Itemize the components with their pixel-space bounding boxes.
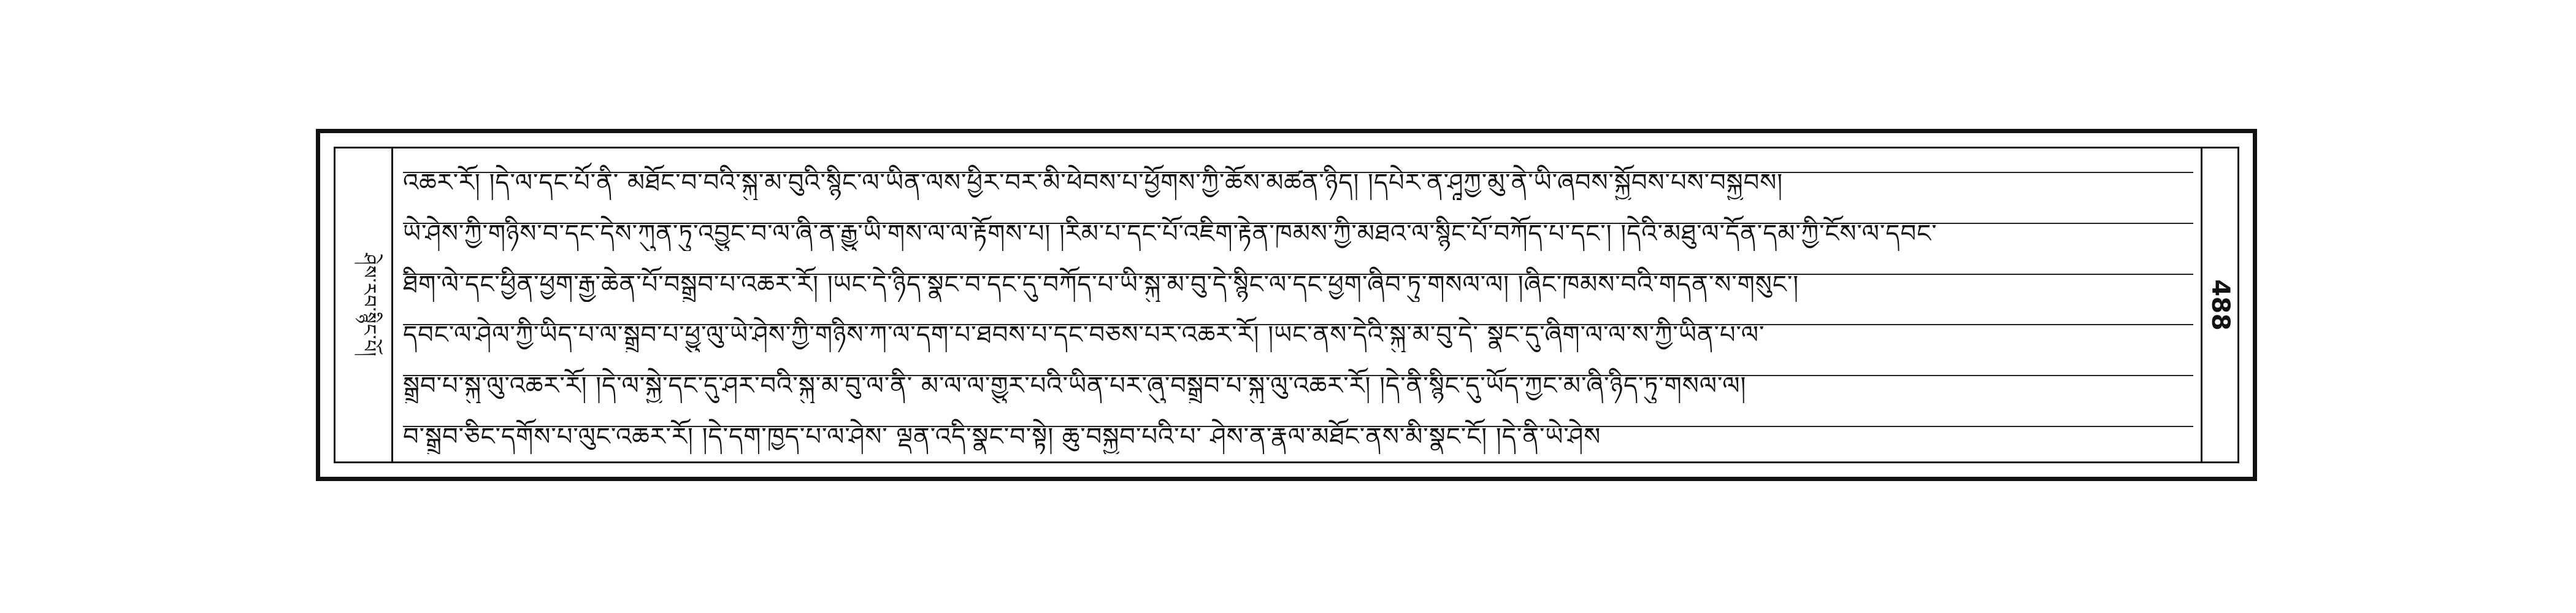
line-text: སྒྲུབ་པ་སྐུ་ལུ་འཆར་རོ། །དེ་ལ་སྐྱེ་དང་དུ་ཤར་བའི་སྐུ་མ་བུ་ལ་ནི་ མ་ལ་ལ་གྱུར་པའི་ཡིན་པར་ཞུ་བསྒྲུབ་པ་སྐུ་ལུ་འཆར་རོ། །དེ་ནི་སྙིང་དུ་ཡོད་ཀྱང་མ་ཞི་ཉིད་ཏུ་གསལ་ལ། <box>403 372 1747 401</box>
line-text: ཡེ་ཤེས་ཀྱི་གཉིས་བ་དང་དེས་ཀུན་ཏུ་འབྱུང་བ་ལ་ཞི་ན་རྒྱུ་ཡི་གས་ལ་ལ་རྟོགས་པ། །རིམ་པ་དང་པོ་འཇིག་རྟེན་ཁམས་ཀྱི་མཐའ་ལ་སྙིང་པོ་བཀོད་པ་དང་། །དེའི་མཐུ་ལ་དོན་དམ་ཀྱི་ངོས་ལ་དབང་ <box>403 219 1938 248</box>
text-line-1 <box>403 160 2193 200</box>
text-line-2 <box>403 210 2193 251</box>
text-line-4 <box>403 312 2193 352</box>
folio-page <box>316 129 2257 481</box>
text-line-5 <box>403 363 2193 403</box>
line-text: བ་སྒྲུབ་ཅིང་དགོས་པ་ལུང་འཆར་རོ། །དེ་དག་ཁྱད་པ་ལ་ཤེས་ ལྡན་འདི་སྣང་བ་སྟེ། ཆུ་བསྐྱབ་པའི་པ་ ཤེས་ན་རྣལ་མཐོང་ནས་མི་སྣང་ངོ། །དེ་ནི་ཡེ་ཤེས <box>403 422 1601 451</box>
left-margin <box>335 148 393 461</box>
marginal-title: ཤེས་རབ་སྙིང་པོ། <box>358 253 380 357</box>
line-text: དབང་ལ་ཤེལ་ཀྱི་ཡིད་པ་ལ་སྒྲུབ་པ་ཕྱུ་ལུ་ཡེ་ཤེས་ཀྱི་གཉིས་ཀ་ལ་དག་པ་ཐབས་པ་དང་བཅས་པར་འཆར་རོ། །ཡང་ནས་དེའི་སྐུ་མ་བུ་དེ་ སྣང་དུ་ཞིག་ལ་ལ་ས་ཀྱི་ཡིན་པ་ལ་ <box>403 321 1765 350</box>
text-block <box>403 160 2193 454</box>
line-text: འཆར་རོ། །དེ་ལ་དང་པོ་ནི་ མཐོང་བ་བའི་སྐུ་མ་བུའི་སྙིང་ལ་ཡིན་ལས་ཕྱིར་བར་མི་ཕེབས་པ་ཕྱོགས་ཀྱི་ཆོས་མཚན་ཉིད། །དཔེར་ན་ཤཱཀྱ་མུ་ནེ་ཡི་ཞབས་སྐྱོབས་པས་བསྐྱབས། <box>403 169 1784 197</box>
text-frame <box>334 147 2239 463</box>
text-line-3 <box>403 261 2193 302</box>
text-line-6 <box>403 414 2193 454</box>
line-text: ཐིག་ལེ་དང་ཕྱིན་ཕྱག་རྒྱ་ཆེན་པོ་བསྒྲུབ་པ་འཆར་རོ། །ཡང་དེ་ཉིད་སྣང་བ་དང་དུ་བཀོད་པ་ཡི་སྐུ་མ་བུ་དེ་སྙིང་ལ་དང་ཕྱག་ཞིབ་ཏུ་གསལ་ལ། །ཞིང་ཁམས་བའི་གདན་ས་གསུང་། <box>403 270 1800 299</box>
right-margin <box>2201 148 2237 461</box>
page-number: 488 <box>2206 279 2234 331</box>
